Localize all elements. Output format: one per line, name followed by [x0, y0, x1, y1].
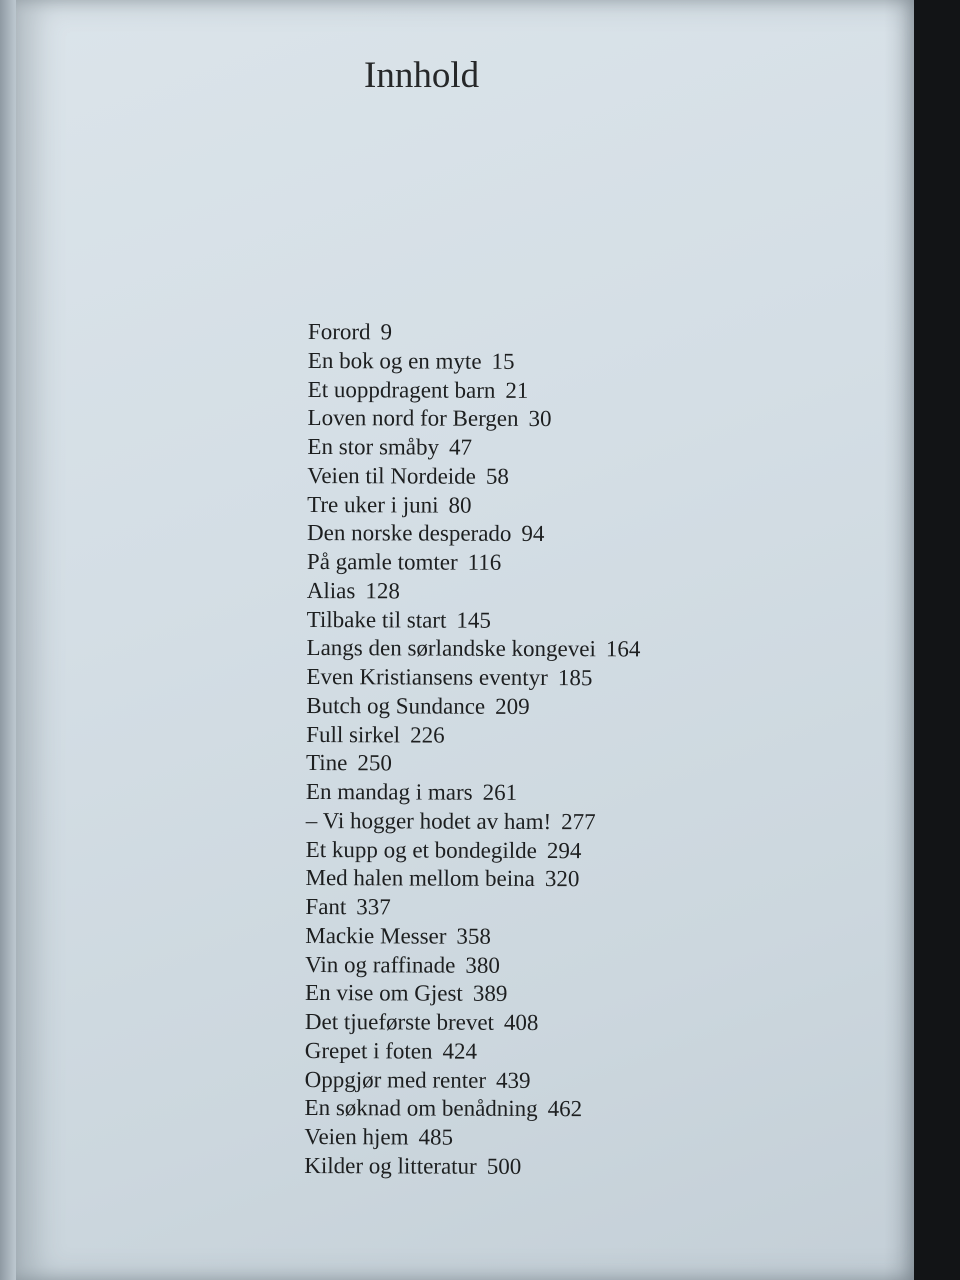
toc-entry-page-number: 47: [448, 434, 473, 460]
toc-entry-title: Even Kristiansens eventyr: [306, 663, 548, 691]
toc-entry: [306, 778, 640, 808]
toc-entry-page-number: 358: [456, 923, 492, 949]
toc-entry: [306, 692, 640, 722]
toc-entry-page-number: 389: [472, 980, 508, 1007]
toc-entry-page-number: 320: [544, 866, 580, 892]
book-page: [16, 0, 914, 1280]
toc-entry-page-number: 145: [456, 607, 491, 633]
toc-entry-page-number: 164: [605, 636, 641, 662]
toc-entry-page-number: 424: [442, 1038, 478, 1064]
toc-entry: [308, 375, 642, 405]
toc-entry-page-number: 485: [418, 1124, 454, 1150]
toc-entry-title: Kilder og litteratur: [304, 1152, 477, 1179]
toc-entry: [307, 433, 641, 463]
page-title: Innhold: [364, 55, 480, 96]
toc-entry-title: Forord: [307, 319, 371, 345]
toc-entry: [305, 864, 639, 894]
toc-entry-title: En mandag i mars: [305, 778, 473, 805]
toc-entry: [305, 893, 639, 923]
toc-entry-title: En stor småby: [307, 433, 440, 460]
toc-entry-page-number: 30: [528, 406, 552, 432]
toc-entry-page-number: 209: [495, 693, 530, 719]
toc-entry-page-number: 185: [557, 665, 593, 691]
toc-entry-title: Alias: [306, 577, 356, 603]
toc-entry-title: Butch og Sundance: [306, 692, 486, 719]
toc-entry: [304, 1123, 638, 1153]
toc-entry-title: Et uoppdragent barn: [307, 376, 496, 403]
toc-entry-title: Tre uker i juni: [307, 491, 439, 518]
toc-entry-page-number: 462: [547, 1096, 583, 1122]
toc-entry-title: Vin og raffinade: [305, 951, 456, 978]
toc-entry: [306, 835, 640, 865]
toc-entry: [306, 634, 640, 664]
toc-entry-title: Oppgjør med renter: [304, 1066, 487, 1093]
toc-entry-title: En bok og en myte: [307, 347, 482, 374]
toc-entry: [307, 577, 641, 607]
toc-entry: [307, 490, 641, 520]
toc-entry-title: Full sirkel: [306, 721, 401, 747]
table-of-contents: [304, 318, 642, 1182]
toc-entry: [306, 663, 640, 693]
toc-entry: [304, 1152, 638, 1182]
toc-entry-title: Den norske desperado: [307, 520, 512, 547]
toc-entry-page-number: 58: [485, 463, 509, 489]
toc-entry-title: En søknad om benådning: [304, 1095, 538, 1122]
toc-entry: [306, 807, 640, 837]
toc-entry-page-number: 294: [546, 837, 582, 863]
toc-entry-page-number: 15: [491, 348, 515, 374]
toc-entry-title: En vise om Gjest: [305, 980, 463, 1006]
toc-entry-page-number: 226: [410, 721, 445, 748]
toc-entry-page-number: 277: [561, 808, 596, 835]
toc-entry: [305, 1037, 639, 1067]
toc-entry-title: – Vi hogger hodet av ham!: [305, 807, 552, 834]
toc-entry: [307, 519, 641, 549]
toc-entry-page-number: 408: [503, 1009, 539, 1036]
toc-entry-title: Tilbake til start: [306, 606, 447, 633]
toc-entry: [306, 720, 640, 750]
toc-entry: [305, 950, 639, 980]
toc-entry: [307, 548, 641, 578]
toc-entry-title: Fant: [305, 893, 347, 920]
toc-entry-title: Et kupp og et bondegilde: [305, 836, 537, 863]
toc-entry-page-number: 94: [521, 521, 545, 547]
toc-entry-title: Det tjueførste brevet: [304, 1008, 495, 1035]
toc-entry-page-number: 250: [357, 750, 392, 776]
toc-entry: [305, 1065, 639, 1095]
toc-entry-page-number: 116: [467, 549, 502, 575]
toc-entry-title: Loven nord for Bergen: [307, 405, 519, 432]
toc-entry-title: Veien hjem: [304, 1123, 409, 1150]
toc-entry-title: Tine: [306, 750, 348, 776]
toc-entry-page-number: 337: [356, 894, 391, 920]
toc-entry: [307, 404, 641, 434]
toc-entry-page-number: 128: [365, 578, 400, 604]
toc-entry: [305, 979, 639, 1009]
toc-entry-page-number: 261: [482, 779, 518, 805]
toc-entry-page-number: 380: [465, 952, 500, 978]
toc-entry: [307, 462, 641, 492]
toc-entry: [308, 347, 642, 377]
toc-entry-title: Grepet i foten: [304, 1037, 433, 1064]
toc-entry: [306, 749, 640, 779]
toc-entry-page-number: 500: [486, 1153, 522, 1179]
toc-entry-title: Mackie Messer: [305, 922, 447, 949]
toc-entry: [307, 605, 641, 635]
toc-entry: [305, 922, 639, 952]
toc-entry-page-number: 80: [448, 492, 472, 518]
toc-entry-title: Langs den sørlandske kongevei: [306, 635, 596, 662]
toc-entry-page-number: 439: [496, 1067, 531, 1093]
toc-entry: [305, 1008, 639, 1038]
toc-entry: [304, 1094, 638, 1124]
toc-entry: [308, 318, 642, 348]
toc-entry-title: På gamle tomter: [306, 548, 458, 575]
toc-entry-page-number: 21: [505, 377, 529, 403]
toc-entry-title: Med halen mellom beina: [305, 865, 535, 892]
toc-entry-title: Veien til Nordeide: [307, 462, 476, 489]
toc-entry-page-number: 9: [380, 319, 393, 345]
